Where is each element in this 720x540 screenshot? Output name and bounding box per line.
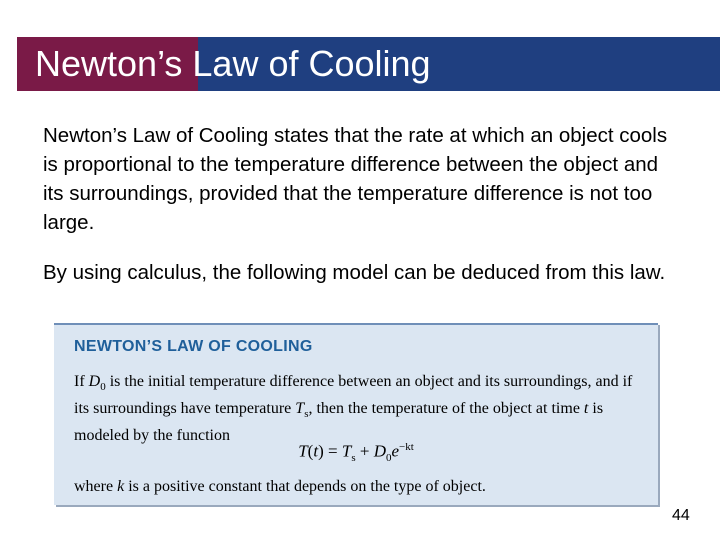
var-time: t	[583, 400, 589, 418]
formula-t: t	[313, 441, 319, 461]
var-d: D	[88, 373, 101, 390]
body-text: If	[74, 373, 89, 390]
formula-paren: )	[318, 441, 324, 461]
formula-equals: =	[323, 441, 342, 461]
var-d-sub: 0	[100, 381, 106, 394]
cooling-formula	[54, 441, 658, 464]
body-text: , then the temperature of the object at time	[308, 400, 584, 418]
formula-d0: D	[373, 441, 386, 461]
formula-paren: (	[307, 441, 314, 461]
slide-title: Newton’s Law of Cooling	[35, 43, 431, 84]
formula-ts-sub: s	[351, 452, 356, 465]
definition-box-footer	[74, 478, 486, 496]
formula-ts: T	[341, 441, 352, 461]
formula-d0-sub: 0	[385, 452, 392, 465]
body-text: is the initial temperature difference between an object and its surroundings, and if its surroundings have temperature	[74, 373, 633, 418]
definition-box	[54, 323, 658, 505]
formula-plus: +	[355, 441, 374, 461]
intro-paragraph: Newton’s Law of Cooling states that the rate at which an object cools is proportional to the temperature difference between the object and its surroundings, provided that the temperature difference is not too large.	[43, 124, 668, 234]
formula-exponent: −kt	[399, 441, 414, 453]
definition-box-heading: NEWTON’S LAW OF COOLING	[74, 338, 313, 355]
definition-box-body	[74, 371, 640, 446]
page-number: 44	[672, 507, 690, 524]
footer-text: is a positive constant that depends on the type of object.	[124, 478, 486, 495]
calculus-paragraph: By using calculus, the following model can be deduced from this law.	[43, 261, 666, 284]
formula-e: e	[391, 441, 400, 461]
formula-lhs: T	[298, 441, 308, 461]
body-text: is modeled by the function	[74, 400, 604, 445]
var-k: k	[117, 478, 125, 495]
var-t: T	[295, 400, 305, 418]
footer-text: where	[74, 478, 118, 495]
var-t-sub: s	[304, 408, 309, 421]
